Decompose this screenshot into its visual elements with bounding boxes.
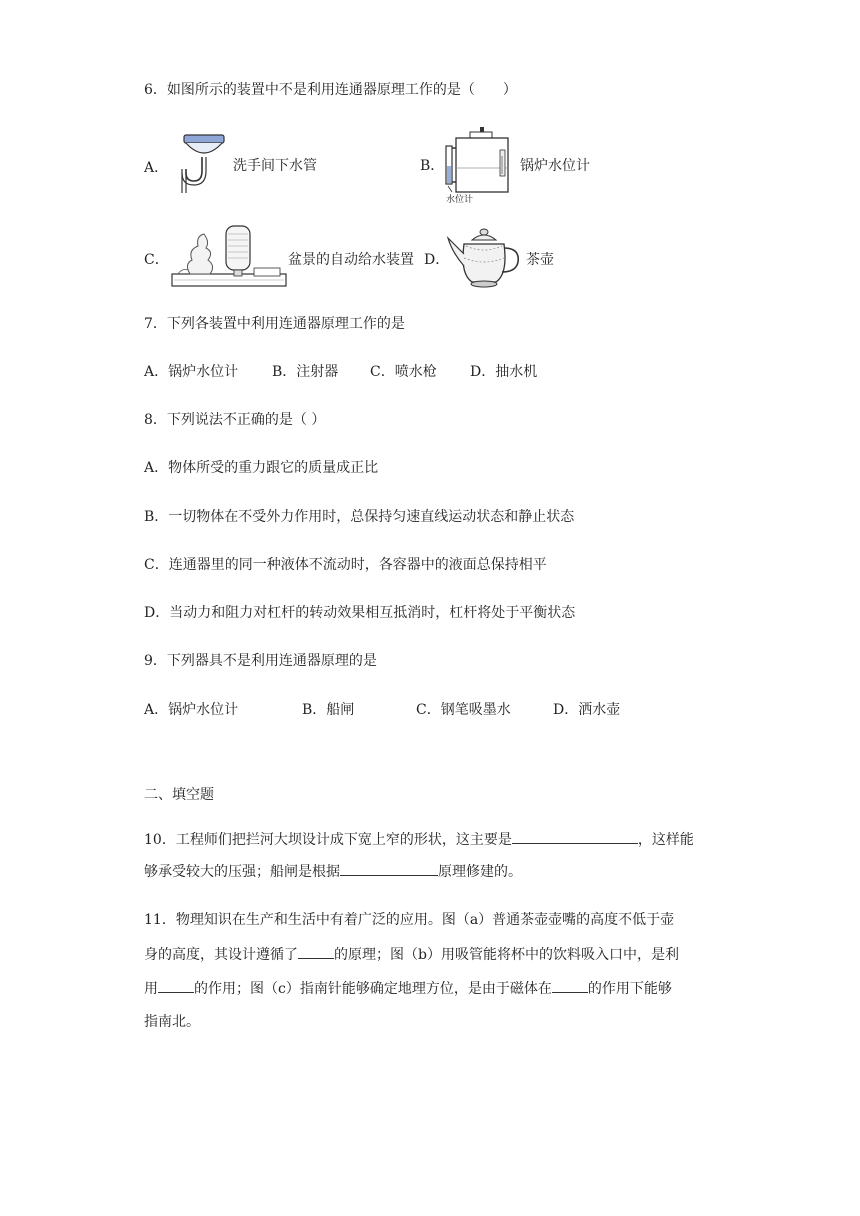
q7-option-c: C．喷水枪 (370, 364, 437, 380)
q11-line-3 (144, 978, 672, 999)
q7-option-b: B．注射器 (272, 364, 339, 380)
q10-text-4: 原理修建的。 (438, 864, 522, 880)
q6-option-a-label: 洗手间下水管 (233, 158, 317, 174)
q10-line-1 (144, 829, 694, 850)
bonsai-waterer-icon (170, 224, 288, 292)
q9-stem: 9．下列器具不是利用连通器原理的是 (144, 653, 377, 669)
q11-text-2b: 的原理；图（b）用吸管能将杯中的饮料吸入口中，是利 (334, 947, 679, 963)
q6-option-a-letter: A． (144, 160, 169, 176)
q9-option-a: A．锅炉水位计 (144, 702, 239, 718)
q9-option-c: C．钢笔吸墨水 (416, 702, 511, 718)
q10-text-1: 10．工程师们把拦河大坝设计成下宽上窄的形状，这主要是 (144, 832, 512, 848)
q8-option-a: A．物体所受的重力跟它的质量成正比 (144, 460, 379, 476)
q11-text-3a: 用 (144, 981, 158, 997)
q9-option-b: B．船闸 (302, 702, 355, 718)
q11-blank-3[interactable] (552, 978, 588, 993)
q6-option-c-letter: C． (144, 252, 169, 268)
q6-stem: 6．如图所示的装置中不是利用连通器原理工作的是（ ） (144, 82, 517, 98)
q11-text-3b: 的作用；图（c）指南针能够确定地理方位，是由于磁体在 (194, 981, 552, 997)
boiler-gauge-icon (440, 126, 520, 206)
q11-line-4: 指南北。 (144, 1014, 200, 1030)
q7-stem: 7．下列各装置中利用连通器原理工作的是 (144, 316, 405, 332)
q6-option-c-label: 盆景的自动给水装置 (288, 252, 414, 268)
sink-drain-icon (170, 133, 228, 195)
q11-text-3c: 的作用下能够 (587, 981, 672, 997)
q8-option-b: B．一切物体在不受外力作用时，总保持匀速直线运动状态和静止状态 (144, 509, 575, 525)
q6-option-b-letter: B． (420, 158, 445, 174)
q6-option-d-label: 茶壶 (526, 252, 554, 268)
q11-blank-1[interactable] (298, 944, 334, 959)
q11-line-1: 11．物理知识在生产和生活中有着广泛的应用。图（a）普通茶壶壶嘴的高度不低于壶 (144, 912, 675, 928)
q7-option-a: A．锅炉水位计 (144, 364, 239, 380)
section-title: 二、填空题 (144, 787, 214, 803)
q10-text-3: 够承受较大的压强；船闸是根据 (144, 864, 340, 880)
q11-blank-2[interactable] (158, 978, 194, 993)
q10-blank-2[interactable] (340, 861, 438, 876)
q11-text-2a: 身的高度，其设计遵循了 (144, 947, 298, 963)
q8-stem: 8．下列说法不正确的是（ ） (144, 412, 326, 428)
q11-line-2 (144, 944, 679, 965)
q9-option-d: D．洒水壶 (553, 702, 621, 718)
q10-line-2 (144, 861, 522, 882)
q6-option-b-label: 锅炉水位计 (520, 158, 590, 174)
teapot-icon (446, 224, 522, 292)
q8-option-c: C．连通器里的同一种液体不流动时，各容器中的液面总保持相平 (144, 557, 547, 573)
q10-blank-1[interactable] (512, 829, 638, 844)
q6-option-d-letter: D． (424, 252, 450, 268)
boiler-gauge-caption: 水位计 (446, 195, 474, 205)
q8-option-d: D．当动力和阻力对杠杆的转动效果相互抵消时，杠杆将处于平衡状态 (144, 605, 576, 621)
q7-option-d: D．抽水机 (470, 364, 538, 380)
q10-text-2: ，这样能 (637, 832, 694, 848)
